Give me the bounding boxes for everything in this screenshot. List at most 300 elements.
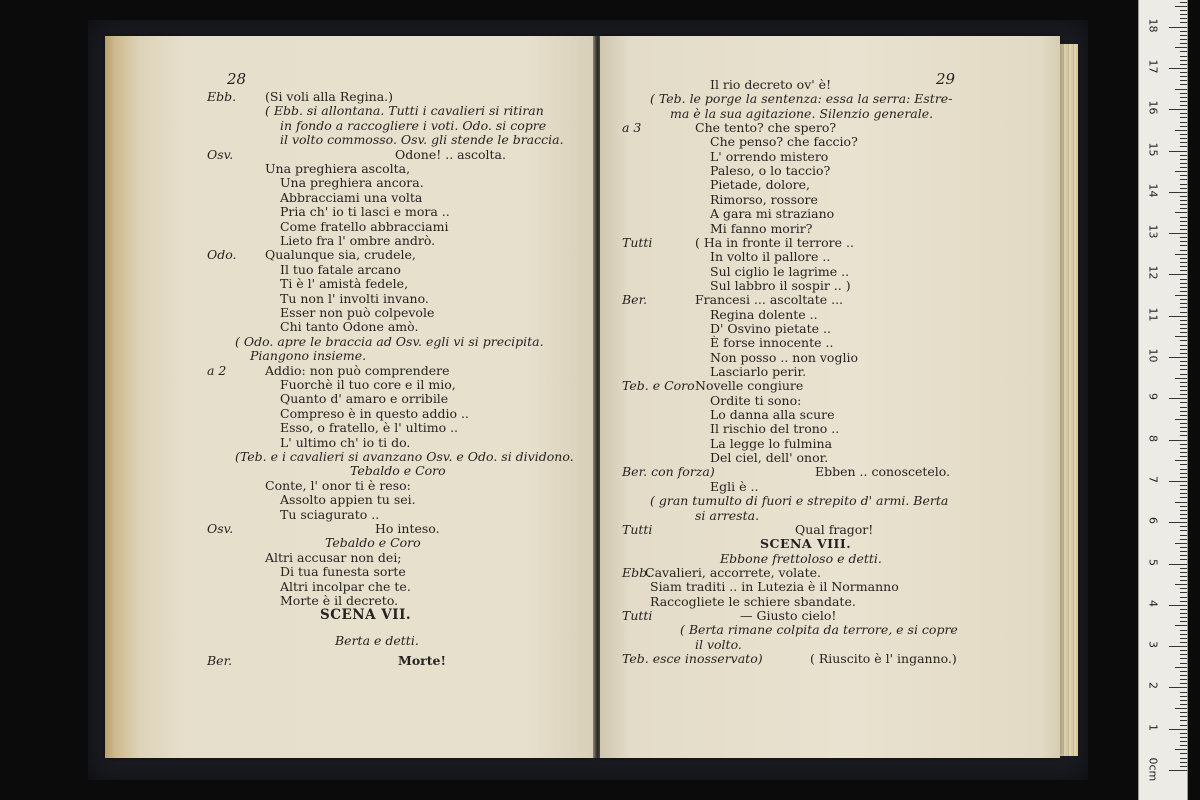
ruler-tick	[1180, 2, 1187, 3]
ruler-tick	[1180, 510, 1187, 511]
ruler-tick	[1180, 146, 1187, 147]
ruler-tick	[1180, 60, 1187, 61]
ruler-cm-label: 14	[1146, 183, 1160, 198]
verse-line: D' Osvino pietate ..	[710, 320, 831, 336]
ruler-tick	[1180, 704, 1187, 705]
stage-direction: ( Ebb. si allontana. Tutti i cavalieri si ritiran	[265, 103, 544, 119]
verse-line: Novelle congiure	[695, 378, 804, 394]
ruler-tick	[1180, 349, 1187, 350]
ruler-tick	[1180, 365, 1187, 366]
verse-line: Egli è ..	[710, 478, 759, 494]
scene-heading: SCENA VIII.	[760, 536, 852, 552]
page-number-right: 29	[936, 70, 956, 88]
ruler-tick	[1180, 84, 1187, 85]
ruler-cm-label: 17	[1146, 59, 1160, 74]
speaker-label: Osv.	[207, 521, 234, 536]
ruler-tick	[1180, 31, 1187, 32]
ruler-tick	[1175, 6, 1187, 7]
ruler-tick	[1180, 580, 1187, 581]
ruler-tick	[1175, 460, 1187, 461]
ruler-tick	[1180, 427, 1187, 428]
ruler-tick	[1180, 658, 1187, 659]
ruler-tick	[1180, 435, 1187, 436]
ruler-tick	[1175, 708, 1187, 709]
ruler-tick	[1180, 299, 1187, 300]
verse-line: Sul labbro il sospir .. )	[710, 277, 851, 293]
stage-direction: ( Berta rimane colpita da terrore, e si copre	[680, 622, 958, 638]
verse-line: Abbracciami una volta	[280, 189, 423, 205]
ruler-tick	[1180, 369, 1187, 370]
ruler-tick	[1180, 76, 1187, 77]
verse-line: Ebben .. conoscetelo.	[815, 464, 951, 480]
ruler-tick	[1180, 551, 1187, 552]
verse-line: È forse innocente ..	[710, 335, 834, 351]
ruler-tick	[1180, 113, 1187, 114]
stage-direction: ma è la sua agitazione. Silenzio generale.	[670, 105, 934, 121]
ruler-tick	[1180, 93, 1187, 94]
ruler-cm-label: 10	[1146, 348, 1160, 363]
ruler-tick	[1180, 630, 1187, 631]
ruler-tick	[1180, 332, 1187, 333]
ruler-tick	[1180, 200, 1187, 201]
stage-direction: si arresta.	[695, 507, 760, 523]
ruler-tick	[1180, 35, 1187, 36]
ruler-tick	[1180, 444, 1187, 445]
speaker-label: Ebb.	[622, 564, 652, 580]
verse-line: Il rio decreto ov' è!	[710, 77, 832, 92]
ruler-tick	[1180, 621, 1187, 622]
ruler-tick	[1180, 725, 1187, 726]
ruler-tick	[1180, 312, 1187, 313]
ruler-tick	[1180, 766, 1187, 767]
ruler-cm-label: 18	[1146, 18, 1160, 33]
ruler-tick	[1180, 634, 1187, 635]
scene-characters-vii: Berta e detti.	[335, 633, 419, 648]
ruler-tick	[1180, 464, 1187, 465]
ruler-tick	[1180, 514, 1187, 515]
ruler-tick	[1180, 456, 1187, 457]
left-page	[105, 36, 595, 758]
speaker-label: Teb. e Coro	[622, 378, 695, 394]
ruler-tick	[1180, 696, 1187, 697]
ruler-tick	[1175, 295, 1187, 296]
ruler-tick	[1180, 485, 1187, 486]
ruler-tick	[1175, 47, 1187, 48]
ruler-tick	[1169, 68, 1187, 69]
ruler-tick	[1175, 502, 1187, 503]
speaker-label: a 3	[622, 120, 642, 136]
verse-line: Una preghiera ancora.	[280, 175, 424, 191]
verse-line: Una preghiera ascolta,	[265, 161, 411, 176]
ruler-tick	[1180, 229, 1187, 230]
ruler-tick	[1175, 130, 1187, 131]
ruler-tick	[1169, 440, 1187, 441]
ruler-tick	[1180, 353, 1187, 354]
ruler-cm-label: 9	[1146, 393, 1160, 401]
ruler-tick	[1180, 613, 1187, 614]
ruler-tick	[1180, 402, 1187, 403]
verse-line: Assolto appien tu sei.	[280, 492, 416, 508]
ruler-tick	[1180, 609, 1187, 610]
ruler-tick	[1180, 188, 1187, 189]
ruler-tick	[1180, 250, 1187, 251]
ruler-tick	[1180, 320, 1187, 321]
verse-line: Quanto d' amaro e orribile	[280, 391, 449, 407]
verse-line: Raccogliete le schiere sbandate.	[650, 593, 856, 609]
ruler-tick	[1169, 357, 1187, 358]
speaker-label: Tutti	[622, 521, 653, 537]
verse-line: ( Ha in fronte il terrore ..	[695, 234, 854, 250]
speaker-label: Ebb.	[207, 89, 237, 104]
ruler-tick	[1180, 394, 1187, 395]
ruler-tick	[1180, 266, 1187, 267]
verse-line: La legge lo fulmina	[710, 435, 833, 451]
speaker-label: Tutti	[622, 234, 653, 250]
verse-line: Lasciarlo perir.	[710, 364, 807, 379]
verse-line: Il tuo fatale arcano	[280, 261, 401, 277]
verse-line: Pietade, dolore,	[710, 177, 811, 193]
verse-line: Lieto fra l' ombre andrò.	[280, 233, 436, 248]
ruler-tick	[1180, 712, 1187, 713]
verse-line: Odone! .. ascolta.	[395, 146, 506, 162]
ruler-tick	[1180, 287, 1187, 288]
ruler-tick	[1175, 254, 1187, 255]
ruler-tick	[1180, 328, 1187, 329]
ruler-cm-label: 5	[1146, 558, 1160, 566]
verse-line: Che tento? che spero?	[695, 120, 837, 136]
ruler-tick	[1180, 374, 1187, 375]
verse-line: Tu non l' involti invano.	[280, 290, 429, 306]
ruler-tick	[1180, 307, 1187, 308]
ruler-tick	[1175, 171, 1187, 172]
ruler-tick	[1180, 415, 1187, 416]
ruler-tick	[1180, 22, 1187, 23]
ruler-tick	[1175, 89, 1187, 90]
ruler-tick	[1180, 217, 1187, 218]
ruler-tick	[1180, 473, 1187, 474]
ruler-tick	[1180, 258, 1187, 259]
verse-line: Paleso, o lo taccio?	[710, 163, 831, 179]
stage-direction: in fondo a raccogliere i voti. Odo. si copre	[280, 117, 547, 133]
verse-line: A gara mi straziano	[710, 206, 835, 222]
ruler-tick	[1180, 291, 1187, 292]
ruler-tick	[1180, 221, 1187, 222]
ruler-tick	[1180, 576, 1187, 577]
ruler-tick	[1180, 382, 1187, 383]
ruler-tick	[1180, 716, 1187, 717]
ruler-tick	[1180, 753, 1187, 754]
ruler-tick	[1180, 345, 1187, 346]
ruler-tick	[1180, 262, 1187, 263]
ruler-tick	[1180, 64, 1187, 65]
verse-line: Come fratello abbracciami	[280, 218, 449, 234]
ruler-tick	[1180, 638, 1187, 639]
ruler-tick	[1180, 758, 1187, 759]
ruler-tick	[1180, 535, 1187, 536]
ruler-tick	[1180, 390, 1187, 391]
ruler-tick	[1180, 683, 1187, 684]
ruler-tick	[1180, 101, 1187, 102]
ruler-tick	[1180, 204, 1187, 205]
ruler-tick	[1180, 497, 1187, 498]
ruler-tick	[1180, 493, 1187, 494]
ruler-tick	[1180, 506, 1187, 507]
speaker-label: Ber. con forza)	[622, 464, 715, 480]
ruler-tick	[1180, 737, 1187, 738]
ruler-tick	[1180, 283, 1187, 284]
stage-direction: il volto.	[695, 636, 742, 652]
ruler-tick	[1180, 175, 1187, 176]
stage-direction: Ebbone frettoloso e detti.	[720, 550, 882, 566]
verse-line: L' ultimo ch' io ti do.	[280, 434, 411, 450]
verse-line: Siam traditi .. in Lutezia è il Normanno	[650, 579, 899, 595]
ruler-tick	[1180, 741, 1187, 742]
ruler-tick	[1180, 138, 1187, 139]
verse-line: Cavalieri, accorrete, volate.	[645, 564, 821, 580]
ruler-tick	[1180, 555, 1187, 556]
ruler-tick	[1180, 225, 1187, 226]
ruler-tick	[1175, 378, 1187, 379]
ruler-tick	[1180, 159, 1187, 160]
ruler-tick	[1169, 481, 1187, 482]
ruler-tick	[1180, 559, 1187, 560]
ruler-tick	[1180, 745, 1187, 746]
ruler-cm-label: 11	[1146, 307, 1160, 322]
stage-direction: ( Teb. le porge la sentenza: essa la serra: Estre-	[650, 91, 953, 107]
ruler-tick	[1180, 324, 1187, 325]
ruler-tick	[1180, 18, 1187, 19]
verse-line: Qual fragor!	[795, 521, 874, 537]
verse-line: Morte è il decreto.	[280, 593, 399, 608]
ruler-cm-label: 7	[1146, 475, 1160, 483]
verse-line: Di tua funesta sorte	[280, 564, 406, 580]
ruler-tick	[1169, 233, 1187, 234]
ruler-tick	[1180, 448, 1187, 449]
stage-direction: Piangono insieme.	[250, 348, 367, 364]
verse-line: Del ciel, dell' onor.	[710, 450, 829, 466]
ruler-tick	[1180, 530, 1187, 531]
verse-line: Che penso? che faccio?	[710, 134, 858, 150]
ruler-cm-label: 15	[1146, 142, 1160, 156]
scene-heading-vii: SCENA VII.	[320, 607, 412, 623]
verse-line: Addio: non può comprendere	[265, 362, 450, 378]
ruler-tick	[1180, 43, 1187, 44]
ruler-cm-label: 13	[1146, 224, 1160, 239]
ruler-tick	[1180, 134, 1187, 135]
verse-line: Ordite ti sono:	[710, 392, 802, 408]
ruler-tick	[1180, 423, 1187, 424]
ruler-cm-label: 0cm	[1146, 757, 1160, 782]
ruler-tick	[1180, 126, 1187, 127]
ruler-tick	[1175, 419, 1187, 420]
ruler-tick	[1180, 10, 1187, 11]
ruler-cm-label: 3	[1146, 641, 1160, 649]
ruler-tick	[1180, 279, 1187, 280]
ruler-tick	[1180, 167, 1187, 168]
ruler-tick	[1180, 208, 1187, 209]
ruler-tick	[1180, 650, 1187, 651]
verse-line: Fuorchè il tuo core e il mio,	[280, 377, 456, 392]
ruler-tick	[1180, 477, 1187, 478]
ruler-tick	[1169, 398, 1187, 399]
ruler-tick	[1180, 526, 1187, 527]
ruler-tick	[1180, 720, 1187, 721]
ruler-tick	[1180, 671, 1187, 672]
verse-line: Conte, l' onor ti è reso:	[265, 477, 411, 493]
ruler-tick	[1169, 687, 1187, 688]
ruler-tick	[1169, 151, 1187, 152]
ruler-tick	[1180, 692, 1187, 693]
ruler-tick	[1175, 667, 1187, 668]
ruler-tick	[1180, 452, 1187, 453]
verse-line: (Si voli alla Regina.)	[265, 89, 394, 104]
ruler-tick	[1175, 336, 1187, 337]
ruler-tick	[1180, 733, 1187, 734]
ruler-tick	[1180, 72, 1187, 73]
ruler-tick	[1180, 122, 1187, 123]
verse-line: Regina dolente ..	[710, 306, 818, 322]
ruler-tick	[1180, 142, 1187, 143]
verse-line: Compreso è in questo addio ..	[280, 405, 469, 421]
measuring-ruler	[1138, 0, 1188, 800]
ruler-tick	[1180, 568, 1187, 569]
verse-line: Ho inteso.	[375, 521, 440, 536]
ruler-tick	[1180, 411, 1187, 412]
ruler-tick	[1180, 572, 1187, 573]
ruler-tick	[1180, 592, 1187, 593]
speaker-label: Ber.	[622, 292, 648, 308]
verse-line: L' orrendo mistero	[710, 148, 829, 164]
ruler-tick	[1180, 469, 1187, 470]
ruler-cm-label: 2	[1146, 682, 1160, 690]
ruler-tick	[1180, 155, 1187, 156]
ruler-tick	[1180, 270, 1187, 271]
verse-line: Ti è l' amistà fedele,	[280, 276, 409, 292]
speaker-label: Teb. esce inosservato)	[622, 651, 763, 666]
ruler-tick	[1180, 675, 1187, 676]
ruler-tick	[1169, 646, 1187, 647]
verse-line: Qualunque sia, crudele,	[265, 247, 416, 263]
verse-line: Altri incolpar che te.	[280, 578, 411, 594]
speaker-label: Odo.	[207, 247, 237, 263]
ruler-tick	[1180, 51, 1187, 52]
ruler-tick	[1169, 316, 1187, 317]
ruler-cm-label: 8	[1146, 434, 1160, 442]
ruler-tick	[1169, 605, 1187, 606]
ruler-tick	[1180, 489, 1187, 490]
ruler-tick	[1180, 407, 1187, 408]
ruler-tick	[1169, 109, 1187, 110]
verse-line: Altri accusar non dei;	[265, 549, 402, 565]
ruler-tick	[1175, 212, 1187, 213]
ruler-tick	[1180, 184, 1187, 185]
verse-line: Chi tanto Odone amò.	[280, 319, 419, 335]
ruler-tick	[1169, 522, 1187, 523]
ruler-tick	[1180, 105, 1187, 106]
ruler-tick	[1180, 597, 1187, 598]
speaker-label: Osv.	[207, 146, 234, 162]
speaker-label: Tutti	[622, 607, 653, 623]
speaker-label: a 2	[207, 362, 227, 378]
verse-line: In volto il pallore ..	[710, 249, 831, 265]
ruler-tick	[1180, 237, 1187, 238]
ruler-tick	[1180, 654, 1187, 655]
verse-line: Morte!	[398, 653, 446, 668]
ruler-tick	[1180, 663, 1187, 664]
ruler-tick	[1180, 117, 1187, 118]
ruler-tick	[1175, 625, 1187, 626]
verse-line: — Giusto cielo!	[740, 607, 837, 623]
ruler-tick	[1180, 303, 1187, 304]
ruler-tick	[1169, 27, 1187, 28]
ruler-tick	[1180, 588, 1187, 589]
ruler-tick	[1180, 700, 1187, 701]
ruler-tick	[1180, 340, 1187, 341]
verse-line: Lo danna alla scure	[710, 407, 835, 423]
verse-line: ( Riuscito è l' inganno.)	[810, 651, 957, 666]
speaker-label: Ber.	[207, 653, 233, 668]
ruler-tick	[1169, 274, 1187, 275]
ruler-tick	[1180, 97, 1187, 98]
ruler-tick	[1169, 729, 1187, 730]
ruler-tick	[1180, 241, 1187, 242]
ruler-tick	[1169, 770, 1187, 771]
ruler-tick	[1180, 547, 1187, 548]
ruler-tick	[1169, 564, 1187, 565]
ruler-tick	[1180, 56, 1187, 57]
ruler-tick	[1180, 617, 1187, 618]
ruler-tick	[1180, 14, 1187, 15]
ruler-tick	[1180, 539, 1187, 540]
stage-direction: il volto commosso. Osv. gli stende le braccia.	[280, 132, 564, 148]
verse-line: Mi fanno morir?	[710, 220, 813, 236]
verse-line: Francesi ... ascoltate ...	[695, 292, 844, 308]
stage-direction: ( gran tumulto di fuori e strepito d' armi. Berta	[650, 493, 949, 509]
verse-line: Il rischio del trono ..	[710, 421, 840, 437]
ruler-tick	[1180, 762, 1187, 763]
ruler-tick	[1180, 39, 1187, 40]
verse-line: Esso, o fratello, è l' ultimo ..	[280, 420, 459, 436]
verse-line: Esser non può colpevole	[280, 305, 435, 320]
stage-direction: (Teb. e i cavalieri si avanzano Osv. e Odo. si dividono.	[235, 449, 574, 464]
ruler-cm-label: 4	[1146, 599, 1160, 607]
ruler-tick	[1180, 518, 1187, 519]
ruler-tick	[1180, 179, 1187, 180]
ruler-tick	[1175, 584, 1187, 585]
ruler-tick	[1169, 192, 1187, 193]
ruler-cm-label: 16	[1146, 100, 1160, 115]
stage-direction: ( Odo. apre le braccia ad Osv. egli vi si precipita.	[235, 333, 544, 349]
ruler-tick	[1175, 749, 1187, 750]
ruler-tick	[1180, 679, 1187, 680]
ruler-tick	[1180, 196, 1187, 197]
ruler-cm-label: 1	[1146, 723, 1160, 731]
ruler-tick	[1180, 642, 1187, 643]
ruler-tick	[1180, 163, 1187, 164]
right-page	[600, 36, 1060, 758]
verse-line: Non posso .. non voglio	[710, 349, 858, 365]
ruler-cm-label: 6	[1146, 517, 1160, 525]
ruler-tick	[1180, 361, 1187, 362]
verse-line: Sul ciglio le lagrime ..	[710, 263, 850, 279]
ruler-cm-label: 12	[1146, 265, 1160, 280]
ruler-tick	[1180, 386, 1187, 387]
ruler-tick	[1180, 245, 1187, 246]
ruler-tick	[1180, 601, 1187, 602]
ruler-tick	[1180, 80, 1187, 81]
stage-direction: Tebaldo e Coro	[350, 463, 446, 479]
verse-line: Rimorso, rossore	[710, 191, 818, 207]
